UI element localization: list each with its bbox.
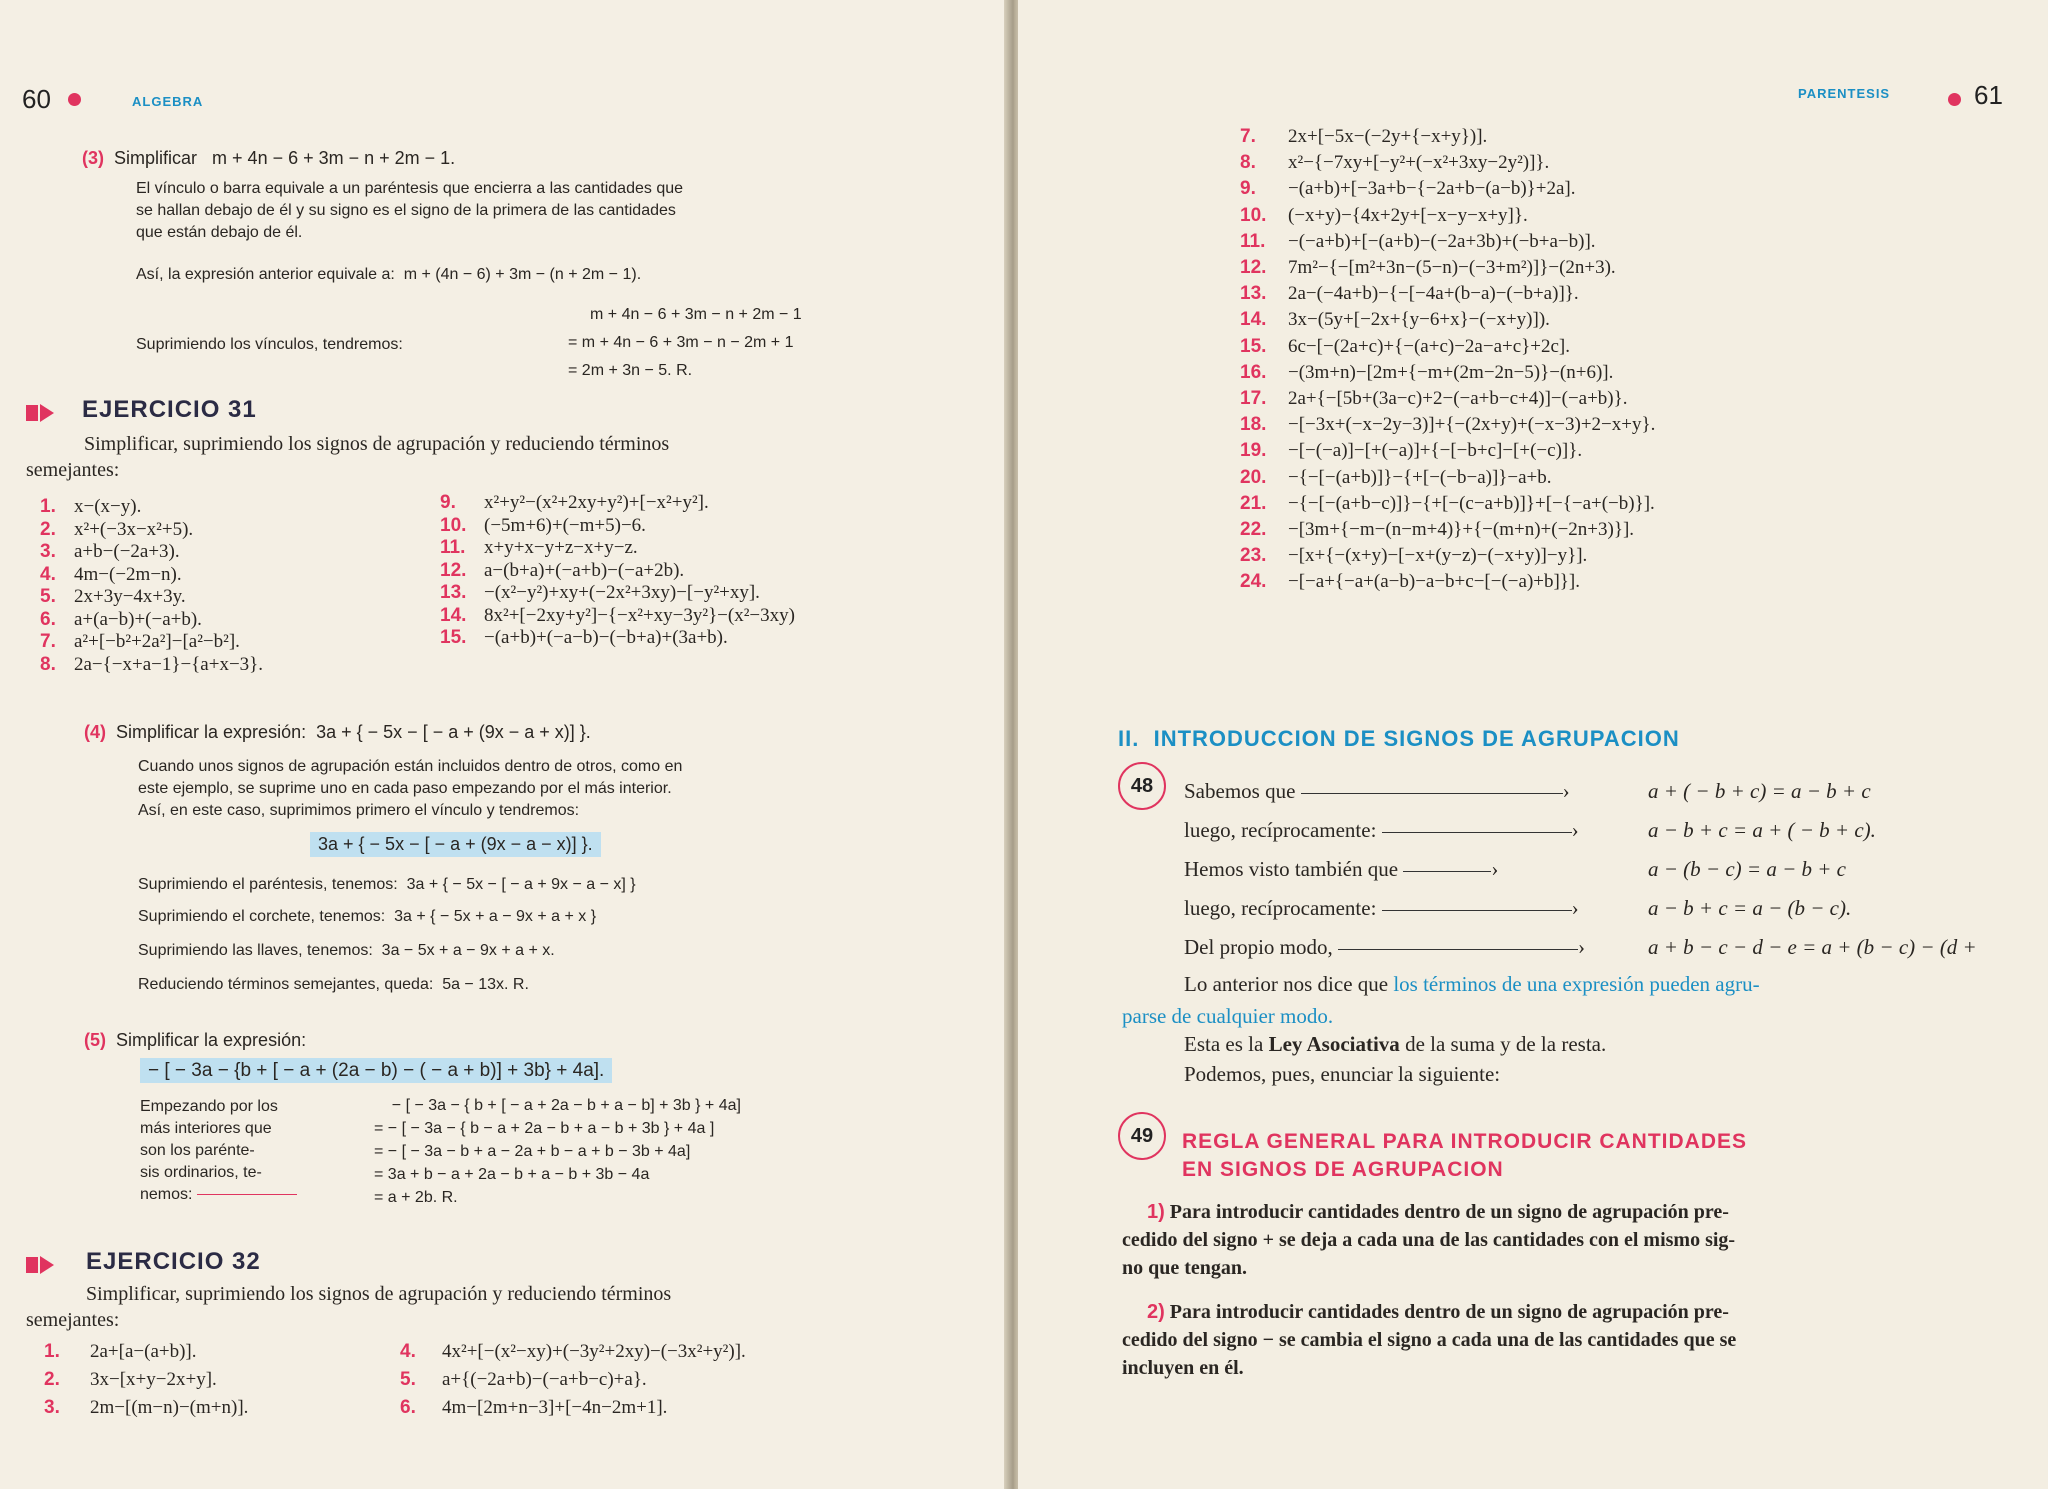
- page-number: 60: [22, 84, 51, 114]
- example-3-header: (3) Simplificar m + 4n − 6 + 3m − n + 2m − 1.: [82, 148, 456, 168]
- exercise-31-marker: [26, 404, 54, 422]
- example-4-p3: Así, en este caso, suprimimos primero el vínculo y tendremos:: [138, 802, 580, 819]
- exercise-32-right-col: 4. 4x²+[−(x²−xy)+(−3y²+2xy)−(−3x²+y²)]. 5. a+{(−2a+b)−(−a+b−c)+a}. 6. 4m−[2m+n−3]+[−4n−2m+1].: [400, 1341, 746, 1418]
- exercise-32-marker: [26, 1256, 54, 1274]
- exercise-31-continued: 7. 2x+[−5x−(−2y+{−x+y})]. 8. x²−{−7xy+[−y²+(−x²+3xy−2y²)]}. 9. −(a+b)+[−3a+b−{−2a+b−(a−b)}+2a]. 10. (−x+y)−{4x+2y+[−x−y−x+y]}. 11. −(−a+b)+[−(a+b)−(−2a+3b)+(−b+a−b)]. 12. 7m²−{−[m²+3n−(5−n)−(−3+m²)]}−(2n+3). 13. 2a−(−4a+b)−{−[−4a+(b−a)−(−b+a)]}. 14. 3x−(5y+[−2x+{y−6+x}−(−x+y)]). 15. 6c−[−(2a+c)+{−(a+c)−2a−a+c}+2c]. 16. −(3m+n)−[2m+{−m+(2m−2n−5)}−(n+6)]. 17. 2a+{−[5b+(3a−c)+2−(−a+b−c+4)]−(−a+b)}. 18. −[−3x+(−x−2y−3)]+{−(2x+y)+(−x−3)+2−x+y}. 19. −[−(−a)]−[+(−a)]+{−[−b+c]−[+(−c)]}. 20. −{−[−(a+b)]}−{+[−(−b−a)]}−a+b. 21. −{−[−(a+b−c)]}−{+[−(c−a+b)]}+[−{−a+(−b)}]. 22. −[3m+{−m−(n−m+4)}+{−(m+n)+(−2n+3)}]. 23. −[x+{−(x+y)−[−x+(y−z)−(−x+y)]−y}]. 24. −[−a+{−a+(a−b)−a−b+c−[−(−a)+b]}].: [1240, 126, 1656, 593]
- running-head: PARENTESIS: [1798, 86, 1891, 101]
- bullet-dot: [68, 90, 81, 108]
- example-4-p1: Cuando unos signos de agrupación están incluidos dentro de otros, como en: [138, 758, 683, 775]
- rule-2: 2) Para introducir cantidades dentro de un signo de agrupación pre- cedido del signo − se cambia el signo a cada una de las cantidades que se incluyen en él.: [1122, 1301, 1737, 1379]
- example-3-p2: se hallan debajo de él y su signo es el signo de la primera de las cantidades: [136, 202, 676, 219]
- example-4-row1: Suprimiendo el paréntesis, tenemos: 3a + { − 5x − [ − a + 9x − a − x] }: [138, 876, 636, 893]
- running-head: ALGEBRA: [132, 94, 204, 109]
- paragraph-48-line3: Esta es la Ley Asociativa de la suma y de la resta.: [1184, 1032, 1607, 1056]
- example-5-steps: − [ − 3a − { b + [ − a + 2a − b + a − b] + 3b } + 4a] = − [ − 3a − { b − a + 2a − b + a − b + 3b } + 4a ] = − [ − 3a − b + a − 2a + b − a + b − 3b + 4a] = 3a + b − a + 2a − b + a − b + 3b − 4a = a + 2b. R.: [374, 1097, 741, 1206]
- exercise-31-intro1: Simplificar, suprimiendo los signos de agrupación y reduciendo términos: [84, 433, 670, 455]
- rule-1: 1) Para introducir cantidades dentro de un signo de agrupación pre- cedido del signo + se deja a cada una de las cantidades con el mismo sig- no que tengan.: [1122, 1201, 1736, 1279]
- example-4-header: (4) Simplificar la expresión: 3a + { − 5x − [ − a + (9x − a + x)] }.: [84, 722, 591, 742]
- paragraph-48-expressions: a + ( − b + c) = a − b + c a − b + c = a + ( − b + c). a − (b − c) = a − b + c a − b + c = a − (b − c). a + b − c − d − e = a + (b − c) − (d +: [1648, 779, 1977, 959]
- example-4-row4: Reduciendo términos semejantes, queda: 5a − 13x. R.: [138, 976, 529, 993]
- example-4-boxed: 3a + { − 5x − [ − a + (9x − a − x)] }.: [310, 832, 601, 857]
- exercise-32-title: EJERCICIO 32: [86, 1248, 261, 1275]
- rule-title-line2: EN SIGNOS DE AGRUPACION: [1182, 1158, 1504, 1181]
- example-5-caption: Empezando por los más interiores que son los parénte- sis ordinarios, te- nemos:: [140, 1096, 297, 1206]
- example-3-p1: El vínculo o barra equivale a un paréntesis que encierra a las cantidades que: [136, 180, 684, 197]
- example-3-step3: = 2m + 3n − 5. R.: [568, 362, 693, 379]
- example-4-row2: Suprimiendo el corchete, tenemos: 3a + { − 5x + a − 9x + a + x }: [138, 908, 597, 925]
- example-4-p2: este ejemplo, se suprime uno en cada paso empezando por el más interior.: [138, 780, 672, 797]
- example-3-step1: m + 4n − 6 + 3m − n + 2m − 1: [590, 306, 802, 323]
- exercise-31-right-col: 9. x²+y²−(x²+2xy+y²)+[−x²+y²]. 10. (−5m+6)+(−m+5)−6. 11. x+y+x−y+z−x+y−z. 12. a−(b+a)+(−a+b)−(−a+2b). 13. −(x²−y²)+xy+(−2x²+3xy)−[−y²+xy]. 14. 8x²+[−2xy+y²]−{−x²+xy−3y²}−(x²−3xy) 15. −(a+b)+(−a−b)−(−b+a)+(3a+b).: [440, 492, 795, 648]
- paragraph-48-number: 48: [1118, 762, 1166, 810]
- exercise-31-intro2: semejantes:: [26, 459, 120, 481]
- exercise-32-intro1: Simplificar, suprimiendo los signos de agrupación y reduciendo términos: [86, 1283, 672, 1305]
- paragraph-48-rows: Sabemos que › luego, recíprocamente: › Hemos visto también que › luego, recíprocamente: › Del propio modo, ›: [1184, 779, 1585, 959]
- example-3-p4: Así, la expresión anterior equivale a: m + (4n − 6) + 3m − (n + 2m − 1).: [136, 266, 642, 283]
- example-3-p3: que están debajo de él.: [136, 224, 303, 241]
- right-page: [1018, 0, 2048, 1489]
- example-5-boxed: − [ − 3a − {b + [ − a + (2a − b) − ( − a + b)] + 3b} + 4a].: [140, 1058, 612, 1083]
- section-heading: II. INTRODUCCION DE SIGNOS DE AGRUPACION: [1118, 726, 1680, 751]
- exercise-32-intro2: semejantes:: [26, 1309, 120, 1331]
- example-3-step2: = m + 4n − 6 + 3m − n − 2m + 1: [568, 334, 794, 351]
- exercise-31-left-col: 1. x−(x−y). 2. x²+(−3x−x²+5). 3. a+b−(−2a+3). 4. 4m−(−2m−n). 5. 2x+3y−4x+3y. 6. a+(a−b)+(−a+b). 7. a²+[−b²+2a²]−[a²−b²]. 8. 2a−{−x+a−1}−{a+x−3}.: [40, 496, 264, 675]
- example-4-row3: Suprimiendo las llaves, tenemos: 3a − 5x + a − 9x + a + x.: [138, 942, 555, 959]
- paragraph-48-line4: Podemos, pues, enunciar la siguiente:: [1184, 1062, 1501, 1086]
- page-number: 61: [1974, 80, 2003, 110]
- bullet-dot: [1948, 90, 1961, 108]
- example-3-supr: Suprimiendo los vínculos, tendremos:: [136, 336, 403, 353]
- paragraph-48-line1: Lo anterior nos dice que los términos de una expresión pueden agru-: [1184, 972, 1760, 996]
- exercise-31-title: EJERCICIO 31: [82, 396, 257, 423]
- rule-title-line1: REGLA GENERAL PARA INTRODUCIR CANTIDADES: [1182, 1130, 1748, 1153]
- example-5-header: (5) Simplificar la expresión:: [84, 1030, 307, 1050]
- paragraph-49-number: 49: [1118, 1112, 1166, 1160]
- exercise-32-left-col: 1. 2a+[a−(a+b)]. 2. 3x−[x+y−2x+y]. 3. 2m−[(m−n)−(m+n)].: [44, 1341, 249, 1418]
- left-page: [0, 0, 1010, 1489]
- paragraph-48-line2: parse de cualquier modo.: [1122, 1004, 1334, 1028]
